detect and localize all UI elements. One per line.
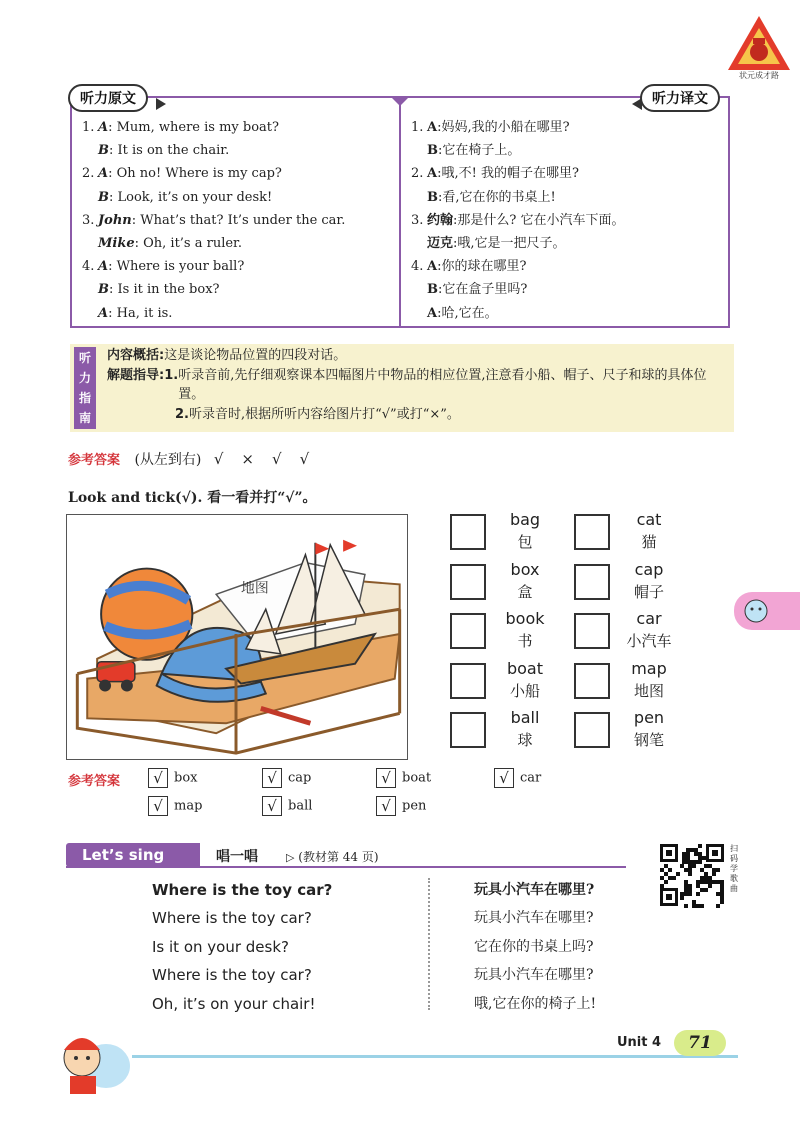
sing-reference: ▷ (教材第 44 页)	[286, 850, 379, 864]
answer-word: map	[174, 798, 203, 814]
dialog-text: Look, it’s on your desk!	[117, 189, 273, 205]
dialog-line: 1. A: Mum, where is my boat?	[82, 116, 392, 139]
answer-label-2: 参考答案	[68, 774, 121, 789]
qr-caption: 扫码学歌曲	[730, 844, 738, 893]
dialog-text: 那是什么? 它在小汽车下面。	[457, 212, 625, 228]
dialog-speaker: 迈克	[427, 235, 454, 251]
lyric-line: Where is the toy car?	[152, 966, 312, 985]
answer-note: (从左到右)	[134, 452, 202, 468]
tick-item-map	[574, 658, 684, 707]
dialog-number: 1.	[411, 120, 424, 135]
dialog-text: Mum, where is my boat?	[116, 120, 279, 135]
dialog-number: 3.	[411, 212, 424, 228]
dialog-text: Ha, it is.	[116, 305, 173, 321]
dialog-speaker: A	[427, 305, 438, 321]
dialog-speaker: B	[427, 143, 438, 159]
tick-word-en: pen	[633, 708, 665, 727]
tick-word-en: cat	[636, 510, 662, 529]
dialog-line: 2. A: Oh no! Where is my cap?	[82, 162, 392, 185]
dialog-number: 2.	[82, 166, 95, 182]
answer-label: 参考答案	[68, 453, 121, 468]
answer-word: car	[520, 770, 542, 786]
unit-label: Unit 4	[617, 1035, 662, 1050]
answer-item-box	[148, 768, 197, 788]
listening-divider	[399, 96, 401, 328]
lyric-line: 它在你的书桌上吗?	[474, 938, 594, 955]
answer-mark: √	[272, 450, 282, 468]
guide-label: 听 力 指 南	[74, 347, 96, 429]
answer-word: cap	[288, 770, 312, 786]
dialog-text: 哦,不! 我的帽子在哪里?	[441, 166, 579, 182]
dialog-number: 1.	[82, 120, 95, 135]
tick-word-zh: 地图	[633, 681, 664, 700]
tick-checkbox[interactable]	[450, 712, 486, 748]
dialog-text: 你的球在哪里?	[441, 259, 527, 275]
answer-word: box	[174, 770, 198, 786]
song-lyrics-english	[152, 876, 412, 1018]
answer-check: √	[494, 768, 514, 788]
tick-checkbox[interactable]	[450, 663, 486, 699]
listening-original-tag: 听力原文	[68, 84, 148, 112]
dialog-text: 它在盒子里吗?	[442, 282, 528, 298]
dialog-text: 它在椅子上。	[442, 143, 521, 159]
dialog-speaker: John	[98, 212, 132, 228]
dialog-text: 哈,它在。	[441, 305, 498, 321]
tick-checkbox[interactable]	[574, 514, 610, 550]
answer-item-map	[148, 796, 202, 816]
dialog-line: B:看,它在你的书桌上!	[427, 189, 556, 205]
lyric-line: 哦,它在你的椅子上!	[474, 995, 597, 1012]
dialog-speaker: 约翰	[427, 212, 454, 228]
dialog-text: It is on the chair.	[117, 143, 230, 159]
answer-word: ball	[288, 798, 313, 814]
play-icon[interactable]: ▷	[286, 851, 295, 864]
qr-code-icon[interactable]	[658, 842, 726, 908]
tick-word-en: bag	[509, 510, 541, 529]
tick-word-zh: 钢笔	[633, 731, 664, 749]
dialog-text: Oh, it’s a ruler.	[143, 235, 242, 251]
dialog-line: B: Look, it’s on your desk!	[98, 189, 273, 205]
dialog-line: B: It is on the chair.	[98, 143, 230, 159]
dialog-text: Is it in the box?	[117, 282, 220, 298]
tick-item-pen	[574, 708, 684, 756]
answer-check: √	[148, 796, 168, 816]
dialog-line: A: Ha, it is.	[98, 305, 173, 321]
tick-item-cat	[574, 510, 684, 558]
dialog-line: 1. A:妈妈,我的小船在哪里?	[411, 116, 721, 139]
tick-word-zh: 帽子	[633, 582, 664, 601]
lyric-line: Is it on your desk?	[152, 937, 289, 956]
tick-word-en: boat	[506, 658, 544, 678]
dialog-speaker: B	[427, 189, 438, 205]
dialog-speaker: A	[427, 120, 438, 135]
tick-checkbox[interactable]	[574, 712, 610, 748]
tip-1: 听录音前,先仔细观察课本四幅图片中物品的相应位置,注意看小船、帽子、尺子和球的具体位置。	[178, 367, 707, 402]
dialog-speaker: B	[98, 189, 109, 205]
dialog-text: What’s that? It’s under the car.	[140, 212, 346, 228]
dialog-speaker: A	[98, 120, 109, 135]
tips-label: 解题指导:	[107, 367, 165, 383]
lyric-line: Oh, it’s on your chair!	[152, 994, 316, 1013]
dialog-line: 4. A: Where is your ball?	[82, 255, 392, 278]
tick-word-zh: 球	[517, 731, 533, 749]
dialog-speaker: A	[98, 259, 109, 275]
sing-title-zh: 唱一唱	[216, 849, 258, 865]
tick-word-zh: 盒	[517, 582, 533, 601]
dialog-speaker: B	[427, 282, 438, 298]
dialog-number: 3.	[82, 212, 95, 228]
logo-text: 状元成才路	[739, 71, 779, 80]
tick-item-ball	[450, 708, 560, 756]
answer-check: √	[148, 768, 168, 788]
lyric-line: 玩具小汽车在哪里?	[474, 967, 594, 984]
tick-word-en: box	[510, 559, 540, 579]
answer-item-boat	[376, 768, 431, 788]
dialog-speaker: A	[98, 305, 109, 321]
answer-item-ball	[262, 796, 312, 816]
dialog-speaker: A	[427, 166, 438, 182]
answer-mark: √	[299, 450, 310, 468]
tick-item-book	[450, 609, 560, 657]
listening-chinese	[411, 116, 721, 325]
listening-english	[82, 116, 392, 325]
lyric-line: 玩具小汽车在哪里?	[474, 910, 594, 927]
dialog-line: A:哈,它在。	[427, 305, 498, 321]
answer-word: boat	[402, 770, 432, 786]
tick-word-zh: 小船	[509, 681, 540, 700]
side-tab	[734, 592, 800, 630]
answer-check: √	[376, 796, 396, 816]
tick-word-zh: 猫	[641, 533, 657, 551]
lyric-line: Where is the toy car?	[152, 909, 312, 928]
dialog-number: 2.	[411, 166, 424, 182]
dialog-text: Oh no! Where is my cap?	[116, 166, 282, 182]
dialog-text: 哦,它是一把尺子。	[457, 235, 566, 251]
task-title: Look and tick(√). 看一看并打“√”。	[68, 490, 317, 506]
dialog-number: 4.	[411, 259, 424, 275]
lyric-line: Where is the toy car?	[152, 881, 333, 899]
dialog-line: 4. A:你的球在哪里?	[411, 255, 721, 278]
dialog-text: 看,它在你的书桌上!	[442, 189, 556, 205]
lyric-line: 玩具小汽车在哪里?	[474, 882, 595, 898]
tick-item-cap	[574, 559, 684, 608]
dialog-line: 3. John: What’s that? It’s under the car.	[82, 209, 392, 232]
dialog-speaker: A	[98, 166, 109, 182]
summary-label: 内容概括:	[107, 348, 165, 363]
dialog-number: 4.	[82, 259, 95, 275]
dialog-line: 迈克:哦,它是一把尺子。	[427, 235, 566, 251]
dialog-line: B:它在盒子里吗?	[427, 282, 528, 298]
tick-word-zh: 包	[517, 533, 533, 551]
tick-word-zh: 小汽车	[626, 632, 672, 650]
guide-text: 内容概括:这是谈论物品位置的四段对话。 解题指导: 1. 听录音前,先仔细观察课本四幅图片中物品的相应位置,注意看小船、帽子、尺子和球的具体位置。 2. 听录音时,根据所听内容给图片打“√”或打“×”。	[107, 346, 735, 424]
tick-checkbox[interactable]	[450, 514, 486, 550]
answer-mark: √	[213, 450, 224, 468]
dialog-line: 3. 约翰:那是什么? 它在小汽车下面。	[411, 209, 721, 232]
dialog-line: 2. A:哦,不! 我的帽子在哪里?	[411, 162, 721, 185]
tick-item-bag	[450, 510, 560, 558]
tick-item-box	[450, 559, 560, 608]
mascot-icon	[52, 1022, 132, 1096]
tick-checkbox[interactable]	[450, 613, 486, 649]
answer-check: √	[262, 768, 282, 788]
dialog-text: 妈妈,我的小船在哪里?	[441, 120, 570, 135]
dialog-speaker: Mike	[98, 235, 135, 251]
listening-translation-tag: 听力译文	[640, 84, 720, 112]
tick-item-car	[574, 609, 684, 657]
tick-item-boat	[450, 658, 560, 707]
answer-item-cap	[262, 768, 311, 788]
tick-checkbox[interactable]	[574, 663, 610, 699]
dialog-speaker: A	[427, 259, 438, 275]
tick-word-en: book	[505, 609, 545, 628]
dialog-text: Where is your ball?	[116, 259, 245, 275]
tick-checkbox[interactable]	[574, 613, 610, 649]
tick-word-en: map	[631, 658, 667, 678]
answer-word: pen	[402, 798, 427, 814]
answer-item-car	[494, 768, 541, 788]
dialog-speaker: B	[98, 282, 109, 298]
map-label: 地图	[240, 580, 269, 597]
tick-checkbox[interactable]	[450, 564, 486, 600]
answer-key-1	[68, 449, 327, 469]
summary-text: 这是谈论物品位置的四段对话。	[164, 348, 347, 363]
page-number: 71	[674, 1030, 726, 1056]
dialog-line: B:它在椅子上。	[427, 143, 521, 159]
tick-checkbox[interactable]	[574, 564, 610, 600]
dialog-line: B: Is it in the box?	[98, 282, 220, 298]
tick-word-zh: 书	[517, 632, 533, 650]
answer-check: √	[376, 768, 396, 788]
sing-title: Let’s sing	[82, 846, 165, 864]
tip-2: 听录音时,根据所听内容给图片打“√”或打“×”。	[188, 406, 460, 422]
tick-word-en: cap	[634, 559, 664, 579]
dialog-line: Mike: Oh, it’s a ruler.	[98, 235, 242, 251]
answer-check: √	[262, 796, 282, 816]
answer-item-pen	[376, 796, 426, 816]
dialog-speaker: B	[98, 143, 109, 159]
answer-mark: ×	[241, 450, 254, 468]
tick-word-en: ball	[510, 708, 540, 727]
picture-box-scene	[66, 514, 408, 760]
tick-word-en: car	[636, 609, 662, 628]
